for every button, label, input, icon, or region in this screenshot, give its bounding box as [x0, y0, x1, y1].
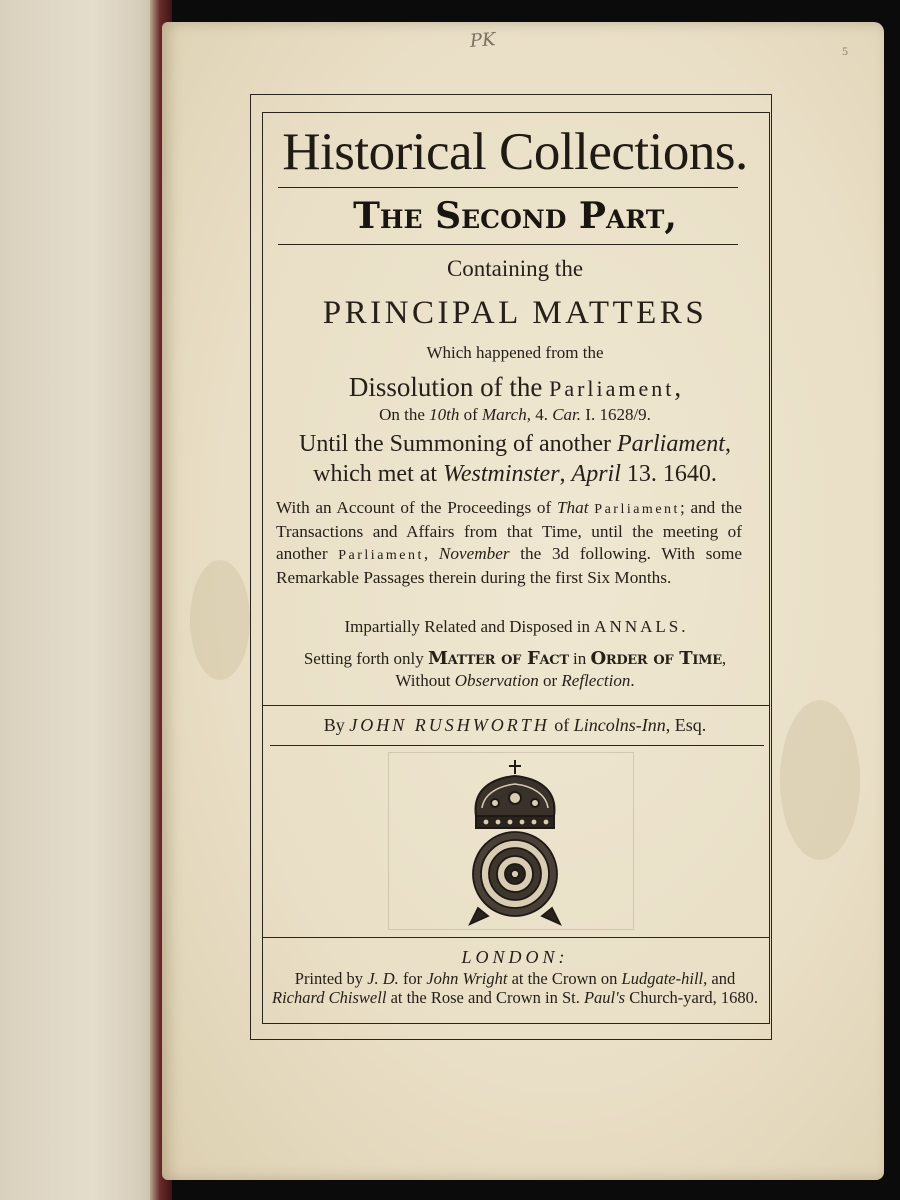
imprint-rule	[262, 937, 770, 938]
until-line: Until the Summoning of another Parliament,	[299, 431, 731, 457]
corner-annotation: 5	[842, 44, 848, 58]
byline-top-rule	[262, 705, 770, 706]
foxing-stain	[780, 700, 860, 860]
subtitle-rule	[278, 244, 738, 245]
pencil-annotation: PK	[469, 29, 497, 52]
byline-bottom-rule	[270, 745, 764, 746]
date-line: On the 10th of March, 4. Car. I. 1628/9.	[379, 405, 651, 424]
dissolution-line: Dissolution of the Parliament,	[348, 372, 682, 402]
account-paragraph: With an Account of the Proceedings of That Parliament; and the Transactions and Affairs from that Time, until the meeting of another Parliament, November the 3d following. With some Remarkable Passages therein during the first Six Months.	[276, 498, 743, 587]
principal-matters-line: PRINCIPAL MATTERS	[322, 295, 708, 331]
crown-and-rose-icon	[468, 758, 562, 928]
setting-forth-line: Setting forth only Matter of Fact in Order of Time,	[303, 648, 727, 669]
impartially-line: Impartially Related and Disposed in ANNALS.	[344, 617, 686, 636]
without-line: Without Observation or Reflection.	[395, 671, 635, 690]
title-rule	[278, 187, 738, 188]
which-happened-line: Which happened from the	[426, 343, 604, 362]
facing-blank-page	[0, 0, 168, 1200]
imprint-city: LONDON:	[461, 947, 569, 967]
westminster-line: which met at Westminster, April 13. 1640.	[313, 461, 717, 487]
imprint-line-2: Richard Chiswell at the Rose and Crown in St. Paul's Church-yard, 1680.	[272, 988, 758, 1007]
foxing-stain	[190, 560, 250, 680]
imprint-line-1: Printed by J. D. for John Wright at the Crown on Ludgate-hill, and	[294, 969, 736, 988]
book-title: Historical Collections.	[282, 123, 748, 181]
author-byline: By JOHN RUSHWORTH of Lincolns-Inn, Esq.	[323, 715, 707, 735]
containing-line: Containing the	[446, 256, 584, 281]
book-subtitle: The Second Part,	[353, 195, 677, 237]
